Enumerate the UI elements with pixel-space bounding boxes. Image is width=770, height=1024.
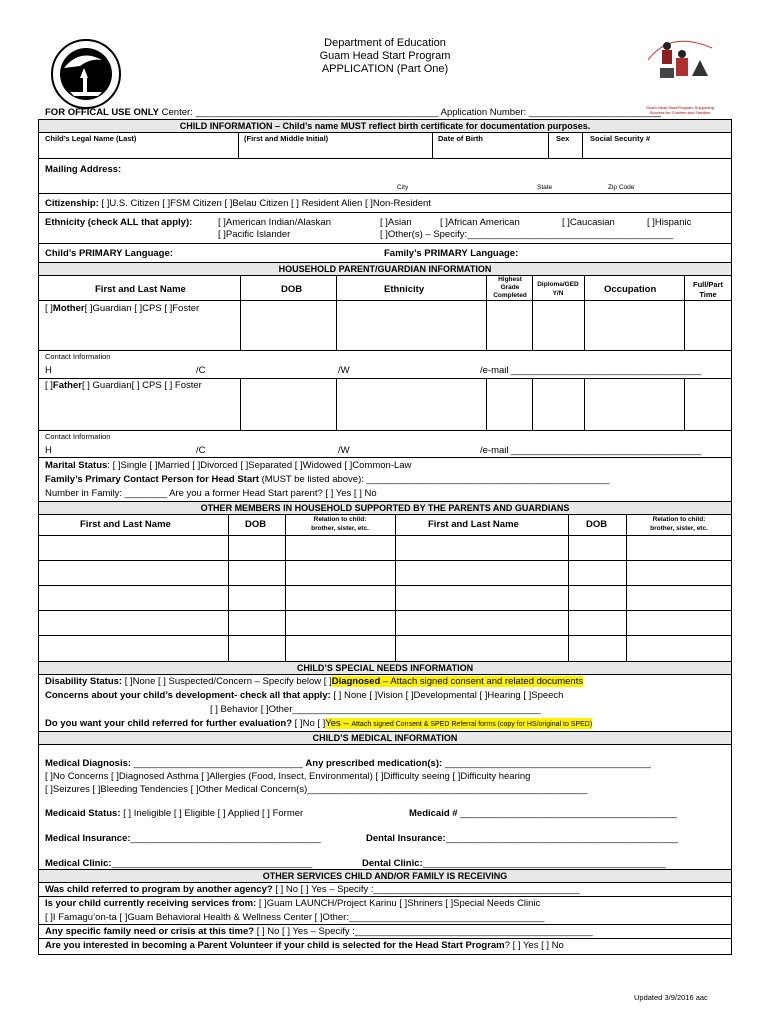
center-field[interactable]: Center: ______________________________________________ bbox=[161, 107, 439, 118]
header-line-2: Guam Head Start Program bbox=[319, 50, 451, 62]
col-highest-grade-3: Completed bbox=[493, 292, 527, 299]
family-primary-language[interactable]: Family’s PRIMARY Language: bbox=[384, 248, 519, 259]
concerns-options-2[interactable]: [ ] Behavior [ ]Other_______________________________________________ bbox=[210, 704, 541, 715]
mother-contact-label: Contact Information bbox=[45, 352, 111, 361]
others-col-relation-right-1: Relation to child: bbox=[652, 516, 706, 523]
head-start-logo-caption: Guam Head Start Program Supporting Success for Children and Families bbox=[645, 105, 715, 115]
others-col-name-right: First and Last Name bbox=[428, 519, 519, 530]
col-diploma-ged-2: Y/N bbox=[552, 290, 564, 297]
medical-insurance-row[interactable] bbox=[45, 833, 321, 844]
col-first-last-name: First and Last Name bbox=[95, 284, 186, 295]
medical-clinic-label: Medical Clinic: bbox=[45, 858, 112, 869]
father-cell-phone[interactable]: /C bbox=[196, 445, 206, 456]
citizenship-label: Citizenship: bbox=[45, 198, 99, 209]
father-home-phone[interactable]: H bbox=[45, 445, 52, 456]
current-services-options-2[interactable]: [ ]I Famagu’on-ta [ ]Guam Behavioral Health & Wellness Center [ ]Other:_____________________________________ bbox=[45, 912, 545, 923]
marital-status-options[interactable]: : [ ]Single [ ]Married [ ]Divorced [ ]Separated [ ]Widowed [ ]Common-Law bbox=[107, 460, 412, 471]
col-highest-grade bbox=[486, 276, 534, 300]
medical-header: CHILD’S MEDICAL INFORMATION bbox=[39, 732, 731, 744]
parent-volunteer-label: Are you interested in becoming a Parent Volunteer if your child is selected for the Head Start Program bbox=[45, 940, 505, 951]
child-legal-name-label: Child’s Legal Name (Last) bbox=[45, 134, 137, 143]
primary-contact-label: Family’s Primary Contact Person for Head Start bbox=[45, 474, 259, 485]
others-col-dob-right: DOB bbox=[586, 519, 608, 530]
col-full-part-time-1: Full/Part bbox=[692, 280, 723, 289]
ethnicity-caucasian[interactable]: [ ]Caucasian bbox=[562, 217, 615, 228]
col-ethnicity: Ethnicity bbox=[384, 284, 425, 295]
father-role-options[interactable]: [ ] Guardian[ ] CPS [ ] Foster bbox=[81, 380, 202, 391]
marital-status-row[interactable] bbox=[45, 460, 411, 471]
medical-concerns-row-2[interactable]: [ ]Seizures [ ]Bleeding Tendencies [ ]Other Medical Concern(s)_____________________________________________________ bbox=[45, 784, 588, 795]
col-diploma-ged-1: Diploma/GED bbox=[537, 281, 579, 288]
updated-footer: Updated 3/9/2016 aac bbox=[634, 993, 708, 1002]
first-middle-label: (First and Middle Initial) bbox=[244, 134, 329, 143]
ethnicity-pacific-islander[interactable]: [ ]Pacific Islander bbox=[218, 229, 291, 240]
mother-label: Mother bbox=[52, 303, 85, 314]
ethnicity-other[interactable]: [ ]Other(s) – Specify:_______________________________________ bbox=[380, 229, 674, 240]
services-header: OTHER SERVICES CHILD AND/OR FAMILY IS RECEIVING bbox=[39, 870, 731, 882]
disability-status-row[interactable] bbox=[45, 676, 583, 687]
referral-label: Do you want your child referred for further evaluation? bbox=[45, 718, 293, 729]
concerns-label: Concerns about your child’s development- check all that apply: bbox=[45, 690, 331, 701]
official-use-row bbox=[45, 107, 661, 118]
agency-referral-label: Was child referred to program by another agency? bbox=[45, 884, 273, 895]
others-col-dob-left: DOB bbox=[245, 519, 267, 530]
medicaid-status-row[interactable] bbox=[45, 808, 303, 819]
father-label: Father bbox=[52, 380, 82, 391]
other-members-header: OTHER MEMBERS IN HOUSEHOLD SUPPORTED BY THE PARENTS AND GUARDIANS bbox=[39, 502, 731, 514]
col-full-part-time bbox=[684, 280, 732, 300]
child-primary-language[interactable]: Child’s PRIMARY Language: bbox=[45, 248, 173, 259]
medicaid-status-label: Medicaid Status: bbox=[45, 808, 121, 819]
city-label: City bbox=[397, 184, 409, 191]
col-dob: DOB bbox=[281, 284, 303, 295]
number-in-family-row[interactable]: Number in Family: ________ Are you a former Head Start parent? [ ] Yes [ ] No bbox=[45, 488, 377, 499]
disability-status-label: Disability Status: bbox=[45, 676, 123, 687]
zip-label: Zip Code bbox=[608, 184, 635, 191]
others-col-relation-right-2: brother, sister, etc. bbox=[650, 525, 708, 532]
medication-label: Any prescribed medication(s): bbox=[305, 758, 443, 769]
header-line-3: APPLICATION (Part One) bbox=[321, 63, 449, 75]
dental-insurance-row[interactable] bbox=[366, 833, 678, 844]
diagnosed-note: – Attach signed consent and related documents bbox=[380, 676, 584, 687]
concerns-row[interactable] bbox=[45, 690, 563, 701]
others-col-relation-left-1: Relation to child: bbox=[313, 516, 367, 523]
agency-referral-row[interactable] bbox=[45, 884, 580, 895]
dental-clinic-field[interactable]: ______________________________________________ bbox=[422, 858, 666, 869]
primary-contact-field[interactable]: (MUST be listed above): ______________________________________________ bbox=[259, 474, 610, 485]
father-checkbox[interactable]: [ ] bbox=[45, 380, 53, 391]
state-label: State bbox=[537, 184, 553, 191]
ssn-label: Social Security # bbox=[590, 134, 651, 143]
mother-home-phone[interactable]: H bbox=[45, 365, 52, 376]
current-services-row[interactable] bbox=[45, 898, 540, 909]
mother-email[interactable]: /e-mail ____________________________________ bbox=[480, 365, 702, 376]
family-crisis-label: Any specific family need or crisis at this time? bbox=[45, 926, 255, 937]
col-highest-grade-1: Highest bbox=[498, 276, 522, 283]
family-crisis-options[interactable]: [ ] No [ ] Yes – Specify :_____________________________________________ bbox=[254, 926, 593, 937]
others-col-relation-left-2: brother, sister, etc. bbox=[311, 525, 369, 532]
father-contact-label: Contact Information bbox=[45, 432, 111, 441]
parent-volunteer-options[interactable]: ? [ ] Yes [ ] No bbox=[504, 940, 564, 951]
citizenship-row[interactable] bbox=[45, 198, 431, 209]
referral-yes-option[interactable]: Yes – bbox=[325, 718, 352, 729]
medical-clinic-row[interactable] bbox=[45, 858, 312, 869]
application-number-field[interactable]: Application Number: _________________________ bbox=[440, 107, 661, 118]
mother-row-label[interactable] bbox=[45, 303, 199, 314]
ethnicity-african-american[interactable]: [ ]African American bbox=[440, 217, 520, 228]
diagnosed-option[interactable]: Diagnosed bbox=[331, 676, 381, 687]
family-crisis-row[interactable] bbox=[45, 926, 593, 937]
sex-label: Sex bbox=[556, 134, 570, 143]
ethnicity-asian[interactable]: [ ]Asian bbox=[380, 217, 412, 228]
col-occupation: Occupation bbox=[604, 284, 657, 295]
household-header: HOUSEHOLD PARENT/GUARDIAN INFORMATION bbox=[39, 263, 731, 275]
ethnicity-hispanic[interactable]: [ ]Hispanic bbox=[647, 217, 692, 228]
others-col-name-left: First and Last Name bbox=[80, 519, 171, 530]
father-work-phone[interactable]: /W bbox=[338, 445, 350, 456]
referral-yes-note: Attach signed Consent & SPED Referral forms (copy for HS/original to SPED) bbox=[351, 721, 593, 728]
ethnicity-label: Ethnicity (check ALL that apply): bbox=[45, 217, 193, 228]
col-diploma-ged bbox=[532, 280, 584, 298]
medical-clinic-field[interactable]: ______________________________________ bbox=[111, 858, 313, 869]
medical-insurance-label: Medical Insurance: bbox=[45, 833, 131, 844]
medicaid-status-options[interactable]: [ ] Ineligible [ ] Eligible [ ] Applied [ ] Former bbox=[123, 808, 304, 819]
official-use-label: FOR OFFICAL USE ONLY bbox=[45, 107, 160, 118]
mother-checkbox[interactable]: [ ] bbox=[45, 303, 53, 314]
mother-work-phone[interactable]: /W bbox=[338, 365, 350, 376]
date-of-birth-label: Date of Birth bbox=[438, 134, 483, 143]
referral-row[interactable] bbox=[45, 718, 592, 729]
medical-concerns-row-1[interactable]: [ ]No Concerns [ ]Diagnosed Asthma [ ]Allergies (Food, Insect, Environmental) [ ]Difficulty seeing [ ]Difficulty hearing bbox=[45, 771, 531, 782]
special-needs-header: CHILD’S SPECIAL NEEDS INFORMATION bbox=[39, 662, 731, 674]
citizenship-options[interactable]: [ ]U.S. Citizen [ ]FSM Citizen [ ]Belau Citizen [ ] Resident Alien [ ]Non-Resident bbox=[101, 198, 431, 209]
mailing-address-label: Mailing Address: bbox=[45, 164, 122, 175]
medical-diagnosis-label: Medical Diagnosis: bbox=[45, 758, 132, 769]
header-line-1: Department of Education bbox=[324, 37, 446, 49]
dental-clinic-row[interactable] bbox=[362, 858, 666, 869]
others-col-relation-right bbox=[626, 515, 732, 533]
primary-contact-row[interactable] bbox=[45, 474, 610, 485]
disability-options[interactable]: [ ]None [ ] Suspected/Concern – Specify below [ ] bbox=[122, 676, 332, 687]
form-frame bbox=[38, 119, 732, 955]
medicaid-number-row[interactable] bbox=[409, 808, 677, 819]
dental-clinic-label: Dental Clinic: bbox=[362, 858, 423, 869]
referral-options[interactable]: [ ]No [ ] bbox=[292, 718, 326, 729]
ethnicity-american-indian[interactable]: [ ]American Indian/Alaskan bbox=[218, 217, 332, 228]
concerns-options[interactable]: [ ] None [ ]Vision [ ]Developmental [ ]Hearing [ ]Speech bbox=[330, 690, 564, 701]
others-col-relation-left bbox=[285, 515, 395, 533]
medicaid-number-field[interactable]: _________________________________________ bbox=[460, 808, 677, 819]
father-email[interactable]: /e-mail ____________________________________ bbox=[480, 445, 702, 456]
dental-insurance-field[interactable]: ____________________________________________ bbox=[445, 833, 679, 844]
current-services-label: Is your child currently receiving services from: bbox=[45, 898, 257, 909]
current-services-options[interactable]: [ ]Guam LAUNCH/Project Karinu [ ]Shriners [ ]Special Needs Clinic bbox=[256, 898, 541, 909]
agency-referral-options[interactable]: [ ] No [ ] Yes – Specify :_______________________________________ bbox=[272, 884, 580, 895]
medical-diagnosis-field[interactable]: ________________________________ bbox=[133, 758, 303, 769]
parent-volunteer-row[interactable] bbox=[45, 940, 564, 951]
dental-insurance-label: Dental Insurance: bbox=[366, 833, 446, 844]
head-start-logo bbox=[640, 30, 720, 115]
marital-status-label: Marital Status bbox=[45, 460, 108, 471]
father-row-label[interactable] bbox=[45, 380, 202, 391]
medical-diagnosis-row[interactable] bbox=[45, 758, 651, 769]
mother-role-options[interactable]: [ ]Guardian [ ]CPS [ ]Foster bbox=[84, 303, 200, 314]
medicaid-number-label: Medicaid # bbox=[409, 808, 458, 819]
col-highest-grade-2: Grade bbox=[500, 284, 520, 291]
mother-cell-phone[interactable]: /C bbox=[196, 365, 206, 376]
child-info-header: CHILD INFORMATION – Child’s name MUST reflect birth certificate for documentation purposes. bbox=[39, 120, 731, 132]
col-full-part-time-2: Time bbox=[699, 290, 717, 299]
medical-insurance-field[interactable]: ____________________________________ bbox=[130, 833, 321, 844]
medication-field[interactable]: _______________________________________ bbox=[442, 758, 651, 769]
